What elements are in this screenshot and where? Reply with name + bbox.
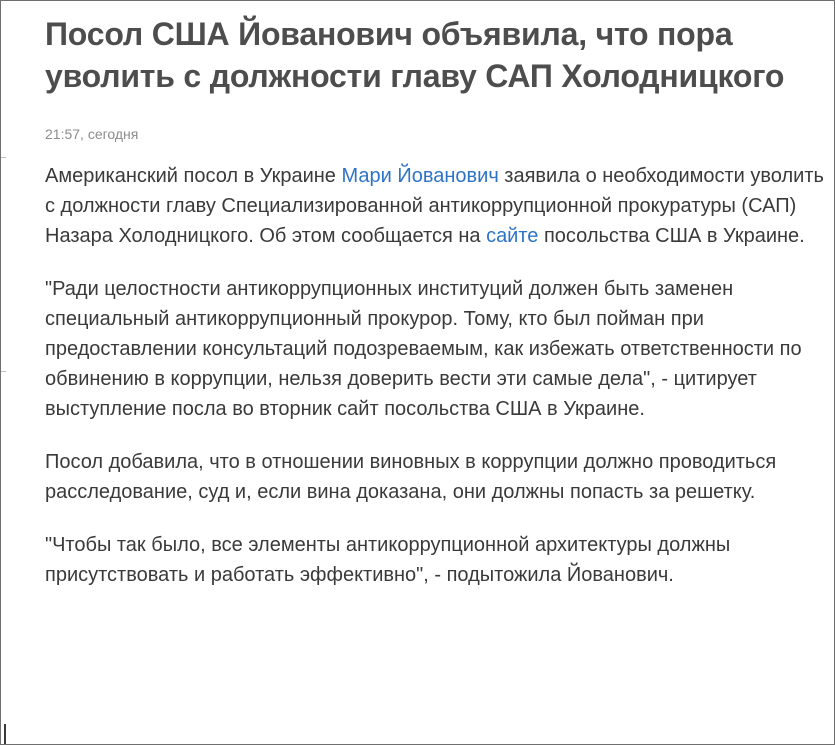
paragraph-3: Посол добавила, что в отношении виновных в коррупции должно проводиться расследование, суд и, если вина доказана, они должны попасть за решетку. <box>45 451 777 503</box>
edge-tick <box>1 157 6 158</box>
embassy-site-link[interactable]: сайте <box>486 225 539 247</box>
edge-tick <box>1 371 6 372</box>
news-article <box>45 13 825 613</box>
paragraph-1 <box>45 161 825 251</box>
paragraph-1-text-c: посольства США в Украине. <box>538 225 805 247</box>
paragraph-4: "Чтобы так было, все элементы антикоррупционной архитектуры должны присутствовать и работать эффективно", - подытожила Йованович. <box>45 534 731 586</box>
article-timestamp: 21:57, сегодня <box>45 126 139 142</box>
paragraph-1-text-a: Американский посол в Украине <box>45 165 342 187</box>
paragraph-1-text-b: заявила о необходимости уволить с должности главу Специализированной антикоррупционной прокуратуры (САП) Назара Холодницкого. Об этом сообщается на <box>45 165 824 247</box>
scroll-edge-marker <box>1 724 6 744</box>
article-title: Посол США Йованович объявила, что пора уволить с должности главу САП Холодницкого <box>45 16 785 94</box>
ambassador-name-link[interactable]: Мари Йованович <box>341 165 499 187</box>
paragraph-2: "Ради целостности антикоррупционных институций должен быть заменен специальный антикоррупционный прокурор. Тому, кто был пойман при предоставлении консультаций подозреваемым, как избежать ответственности по обвинению в коррупции, нельзя доверить вести эти самые дела", - цитирует выступление посла во вторник сайт посольства США в Украине. <box>45 278 802 420</box>
article-body <box>45 161 825 590</box>
